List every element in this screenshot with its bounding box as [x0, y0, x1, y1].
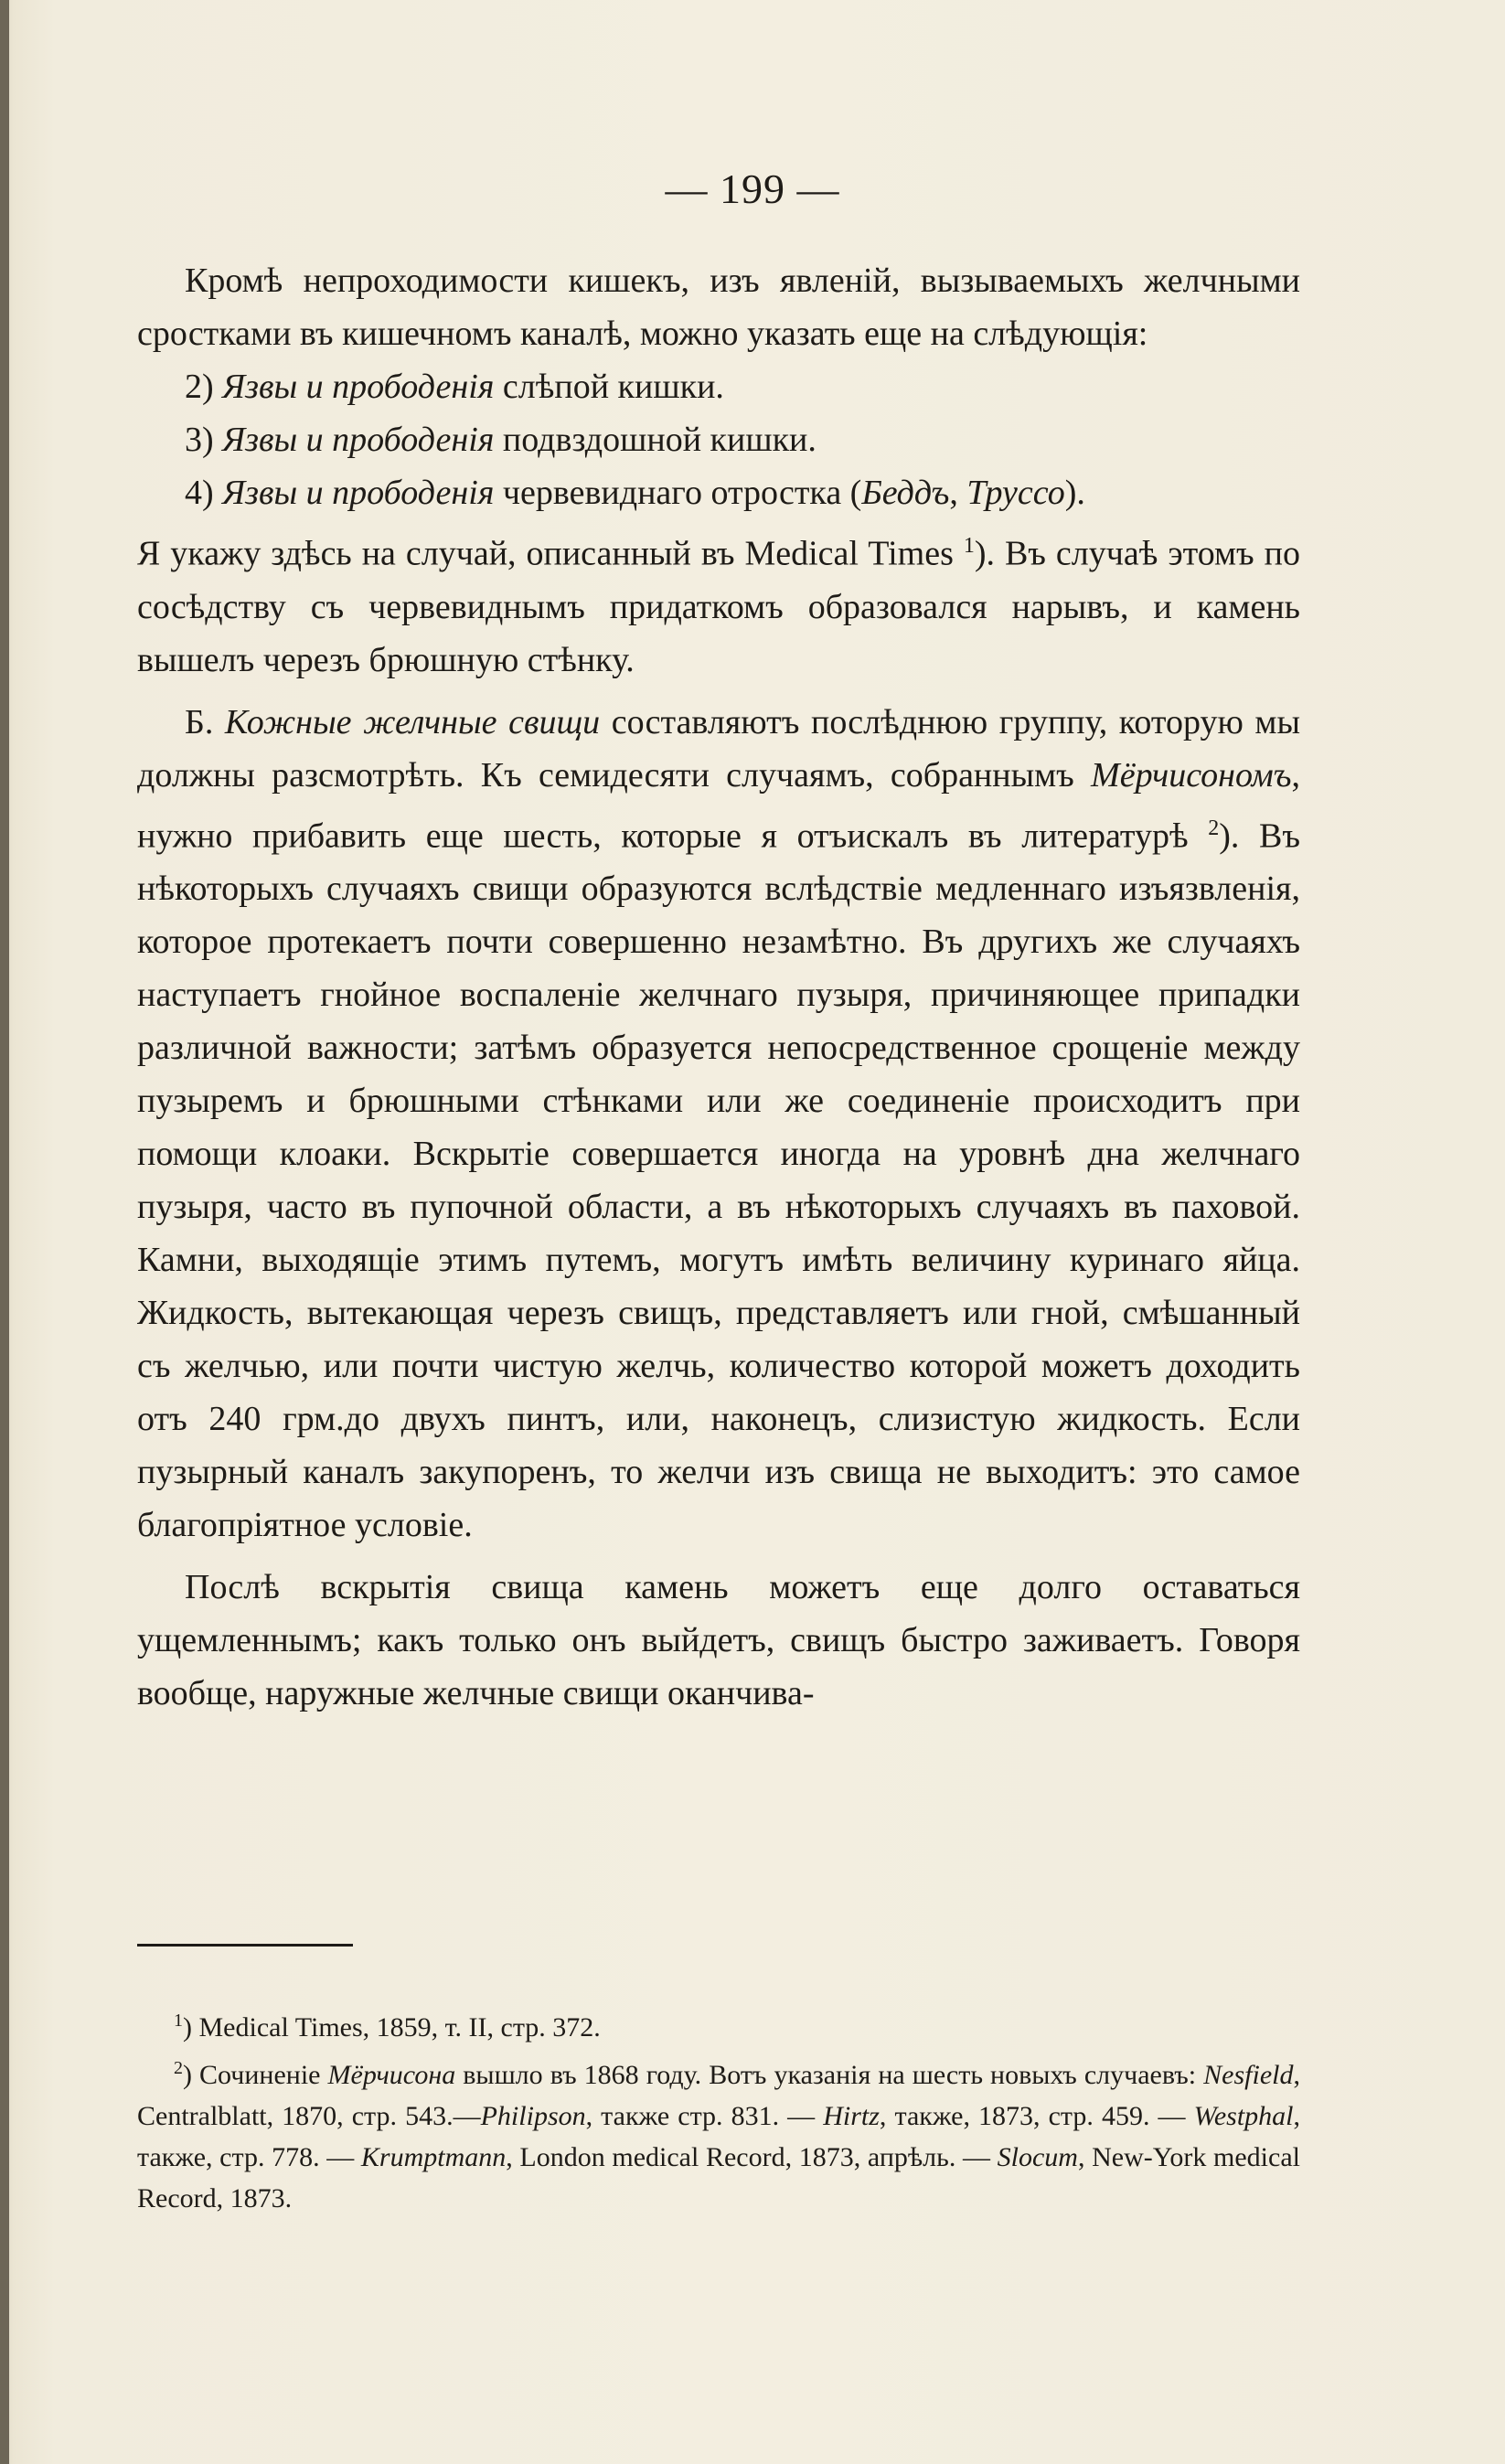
footnote-ref-2[interactable]: 2 — [1208, 816, 1220, 840]
footnote-divider — [137, 1944, 353, 1947]
paragraph-skin-fistulae — [137, 696, 1300, 1552]
list-item-number: 3) — [185, 421, 214, 459]
list-item-text: подвздошной кишки. — [494, 421, 817, 459]
list-item-4 — [137, 466, 1300, 519]
paragraph-text: Я укажу здѣсь на случай, описанный въ Medical Times — [137, 534, 964, 573]
author-name: Krumptmann — [360, 2142, 507, 2172]
footnote-text: , также, 1873, стр. 459. — — [879, 2101, 1194, 2131]
paragraph-text: , нужно прибавить еще шесть, которые я отъискалъ въ литературѣ — [137, 755, 1300, 856]
list-item-emphasis: Язвы и прободенія — [222, 368, 495, 406]
paragraph-medical-times — [137, 519, 1300, 687]
list-item-text: слѣпой кишки. — [494, 368, 724, 406]
author-name: Slocum — [997, 2142, 1078, 2172]
list-item-number: 2) — [185, 368, 214, 406]
footnote-2 — [137, 2048, 1300, 2219]
author-name: Мёрчисономъ — [1091, 755, 1292, 795]
author-name: Беддъ — [861, 474, 950, 512]
author-name: Philipson — [480, 2101, 586, 2131]
section-letter: Б. — [185, 702, 225, 741]
closing-paren: ). — [1064, 474, 1085, 512]
list-item-2 — [137, 360, 1300, 413]
footnote-mark: 2 — [174, 2058, 183, 2078]
author-name: Hirtz — [823, 2101, 880, 2131]
footnote-text: , также стр. 831. — — [585, 2101, 824, 2131]
body-text — [137, 254, 1300, 1720]
author-name: Труссо — [966, 474, 1065, 512]
footnote-text: , New-York medical Record, 1873. — [137, 2142, 1300, 2213]
footnote-text: , Centralblatt, 1870, стр. 543.— — [137, 2060, 1300, 2131]
author-name: Мёрчисона — [327, 2060, 456, 2090]
author-name: Westphal — [1193, 2101, 1294, 2131]
footnote-text: , London medical Record, 1873, апрѣль. — — [506, 2142, 998, 2172]
footnote-text: , также, стр. 778. — — [137, 2101, 1300, 2172]
section-heading-emphasis: Кожные желчные свищи — [224, 702, 601, 741]
list-item-emphasis: Язвы и прободенія — [222, 421, 495, 459]
paragraph-after-opening: Послѣ вскрытія свища камень можетъ еще долго оставаться ущемленнымъ; какъ только онъ выйдетъ, свищъ быстро заживаетъ. Говоря вообще, наружные желчные свищи оканчива- — [137, 1568, 1300, 1713]
paragraph-intro: Кромѣ непроходимости кишекъ, изъ явленій, вызываемыхъ желчными сростками въ кишечномъ каналѣ, можно указать еще на слѣдующія: — [137, 261, 1300, 353]
footnote-1 — [137, 2000, 1300, 2048]
footnote-mark: 1 — [174, 2011, 183, 2031]
list-item-number: 4) — [185, 474, 214, 512]
paragraph-text: составляютъ послѣднюю группу, которую мы должны разсмотрѣть. Къ семидесяти случаямъ, собраннымъ — [137, 702, 1300, 795]
paragraph-text: ). Въ нѣкоторыхъ случаяхъ свищи образуются вслѣдствіе медленнаго изъязвленія, которое протекаетъ почти совершенно незамѣтно. Въ другихъ же случаяхъ наступаетъ гнойное воспаленіе желчнаго пузыря, причиняющее припадки различной важности; затѣмъ образуется непосредственное срощеніе между пузыремъ и брюшными стѣнками или же соединеніе происходитъ при помощи клоаки. Вскрытіе совершается иногда на уровнѣ дна желчнаго пузыря, часто въ пупочной области, а въ нѣкоторыхъ случаяхъ въ паховой. Камни, выходящіе этимъ путемъ, могутъ имѣть величину куринаго яйца. Жидкость, вытекающая черезъ свищъ, представляетъ или гной, смѣшанный съ желчью, или почти чистую желчь, количество которой можетъ доходить отъ 240 грм.до двухъ пинтъ, или, наконецъ, слизистую жидкость. Если пузырный каналъ закупоренъ, то желчи изъ свища не выходитъ: это самое благопріятное условіе. — [137, 816, 1300, 1545]
footnote-text: ) Сочиненіе — [183, 2060, 328, 2090]
footnote-ref-1[interactable]: 1 — [963, 534, 975, 558]
page-binding-edge — [0, 0, 9, 2464]
list-item-emphasis: Язвы и прободенія — [222, 474, 495, 512]
footnotes — [137, 2000, 1300, 2219]
footnote-text: вышло въ 1868 году. Вотъ указанія на шесть новыхъ случаевъ: — [455, 2060, 1204, 2090]
separator: , — [949, 474, 967, 512]
page-number: — 199 — — [665, 165, 840, 212]
paragraph-text: ). Въ случаѣ этомъ по сосѣдству съ червевиднымъ придаткомъ образовался нарывъ, и камень вышелъ черезъ брюшную стѣнку. — [137, 534, 1300, 679]
author-name: Nesfield — [1203, 2060, 1294, 2090]
list-item-3 — [137, 413, 1300, 466]
list-item-text: червевиднаго отростка ( — [494, 474, 862, 512]
footnote-text: ) Medical Times, 1859, т. II, стр. 372. — [183, 2012, 601, 2043]
